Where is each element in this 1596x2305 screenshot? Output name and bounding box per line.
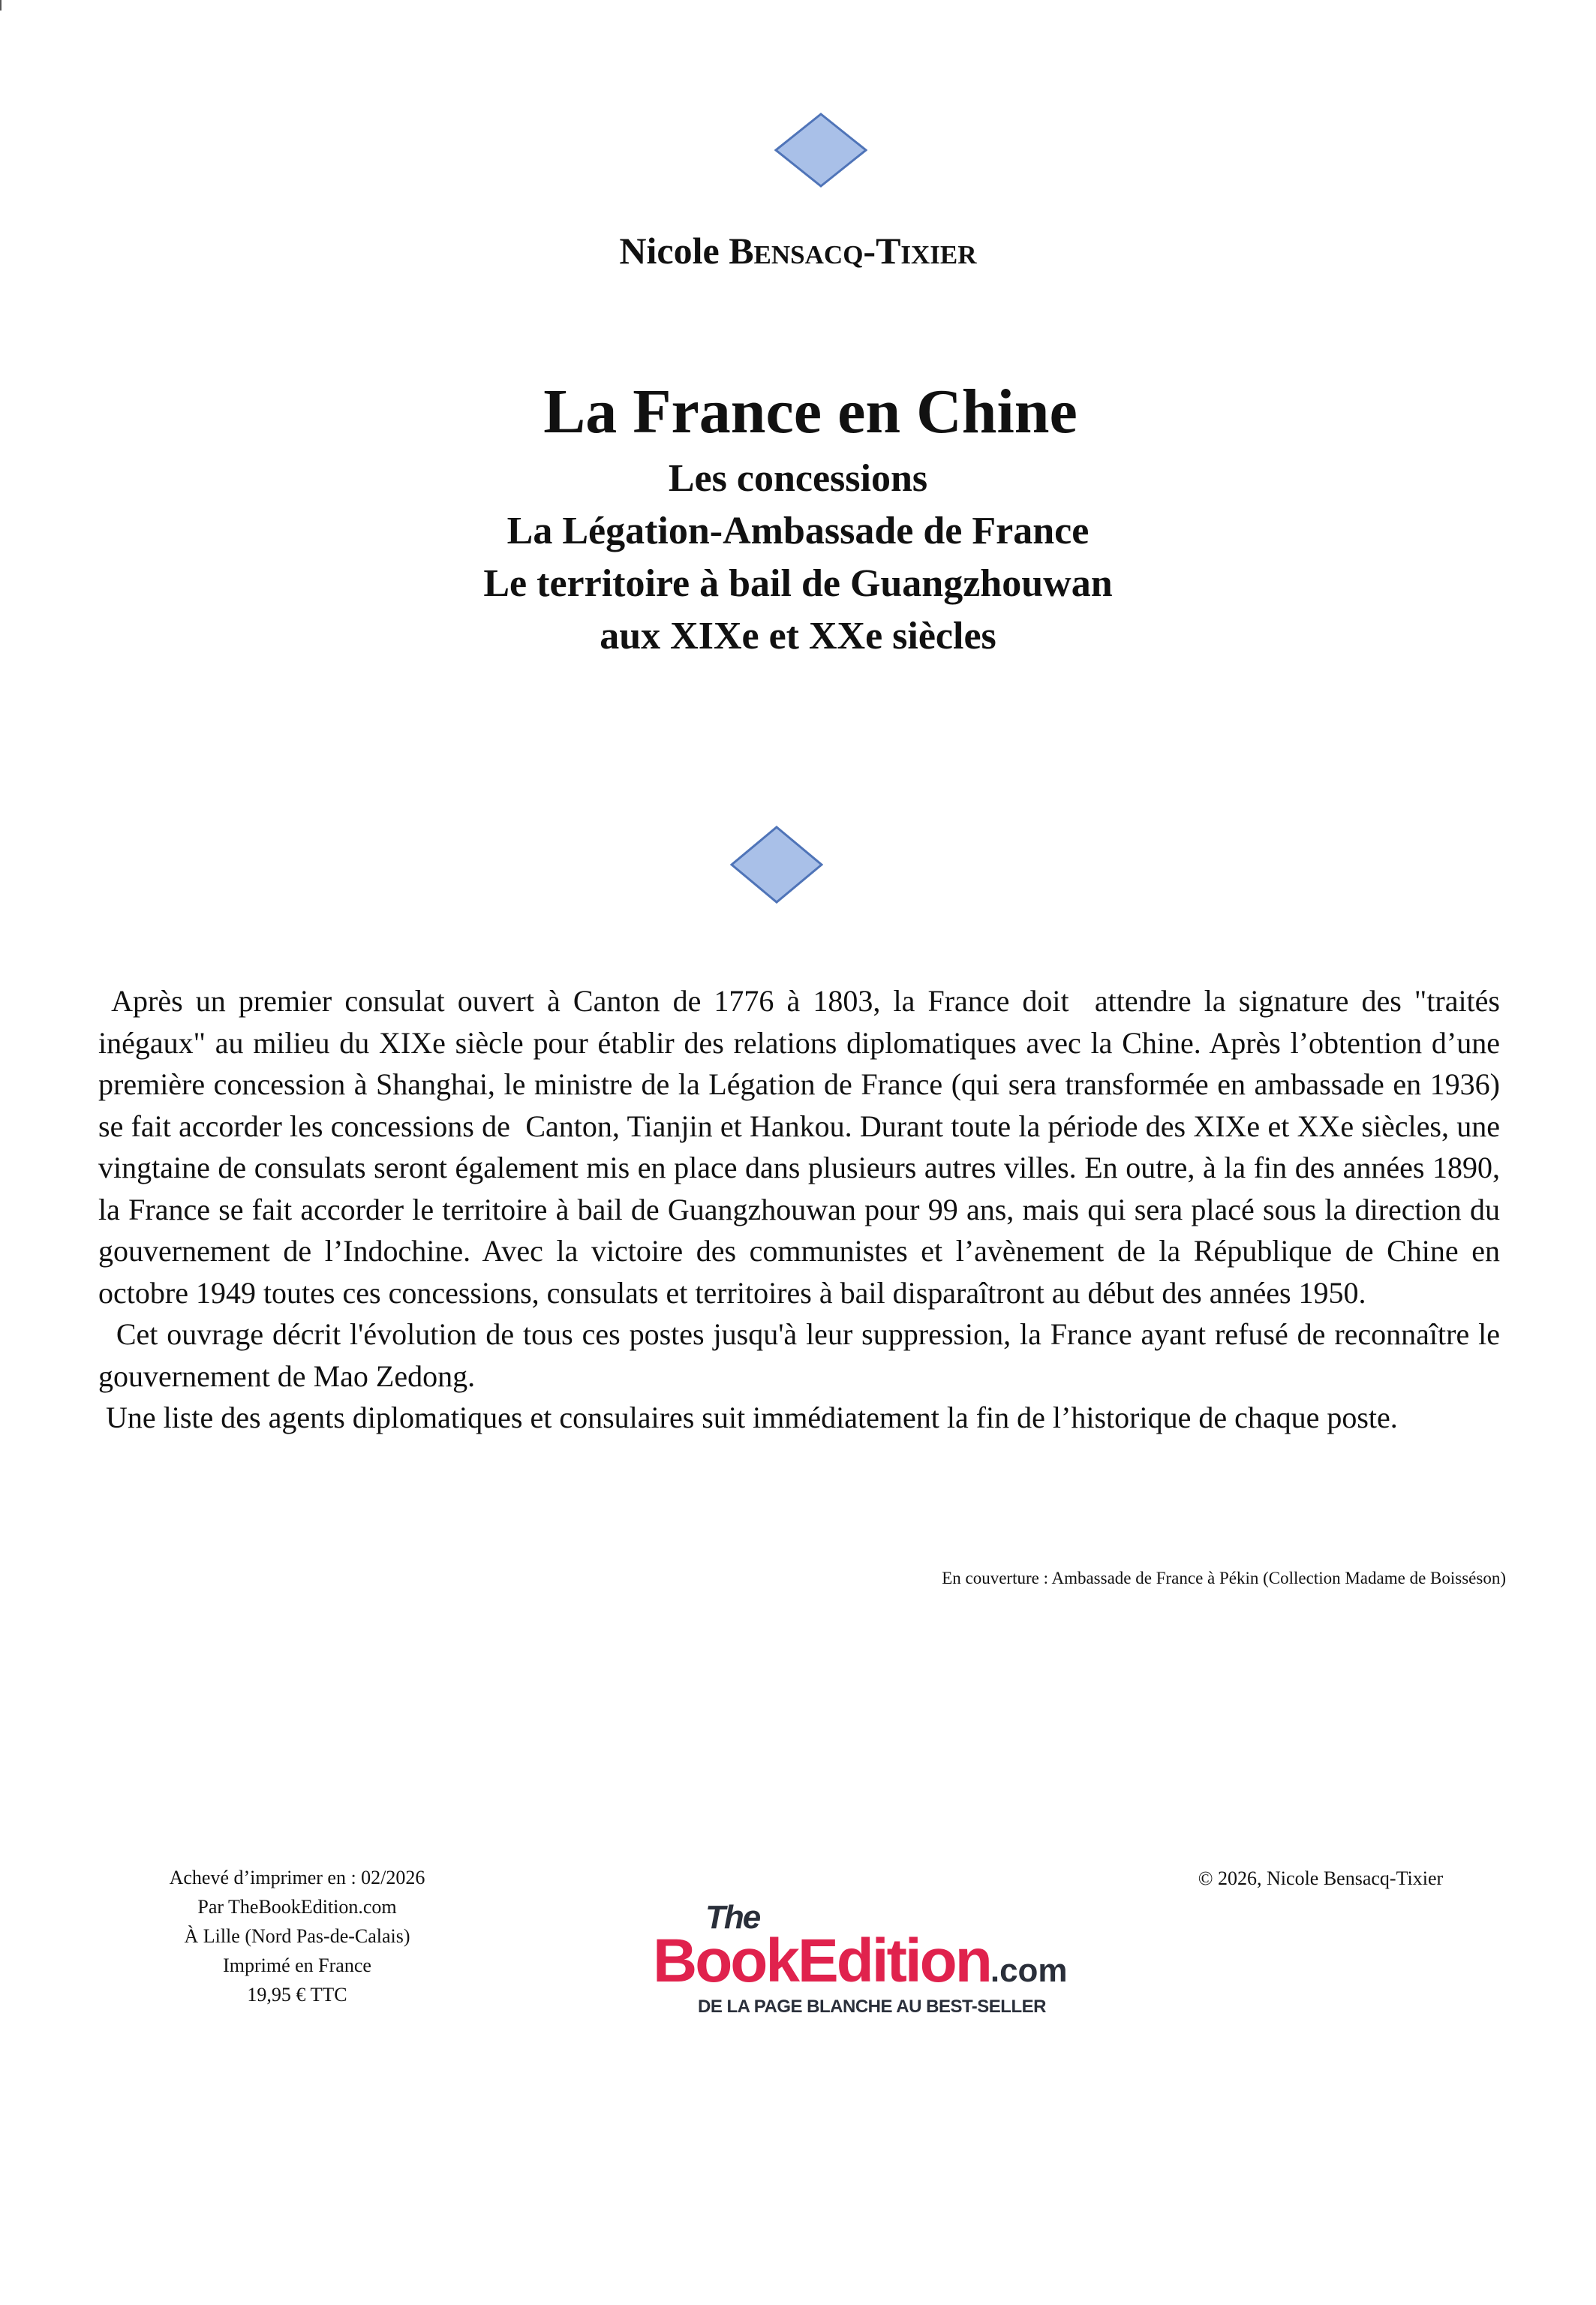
logo-wordmark	[653, 1926, 1068, 1997]
logo-brand: BookEdition	[653, 1927, 990, 1995]
diamond-ornament-middle	[730, 826, 823, 904]
logo-tld: .com	[990, 1952, 1068, 1989]
colophon-line: Par TheBookEdition.com	[197, 1896, 397, 1918]
subtitle: La Légation-Ambassade de France	[506, 510, 1090, 552]
paragraph: Cet ouvrage décrit l'évolution de tous ces postes jusqu'à leur suppression, la France ayant refusé de reconnaître le gouvernement de Mao Zedong.	[98, 1317, 1508, 1393]
page-corner-mark	[0, 0, 2, 11]
paragraph: Après un premier consulat ouvert à Canton de 1776 à 1803, la France doit attendre la signature des "traités inégaux" au milieu du XIXe siècle pour établir des relations diplomatiques avec la Chine. Après l’obtention d’une première concession à Shanghai, le ministre de la Légation de France (qui sera transformée en ambassade en 1936) se fait accorder les concessions de Canton, Tianjin et Hankou. Durant toute la période des XIXe et XXe siècles, une vingtaine de consulats seront également mis en place dans plusieurs autres villes. En outre, à la fin des années 1890, la France se fait accorder le territoire à bail de Guangzhouwan pour 99 ans, mais qui sera placé sous la direction du gouvernement de l’Indochine. Avec la victoire des communistes et l’avènement de la République de Chine en octobre 1949 toutes ces concessions, consulats et territoires à bail disparaîtront au début des années 1950.	[98, 984, 1507, 1310]
cover-caption: En couverture : Ambassade de France à Pékin (Collection Madame de Boisséson)	[942, 1569, 1506, 1587]
publisher-logo	[653, 1899, 1103, 2017]
subtitles	[0, 453, 1596, 663]
logo-tagline: DE LA PAGE BLANCHE AU BEST-SELLER	[698, 1997, 1046, 2017]
colophon-line: Achevé d’imprimer en : 02/2026	[169, 1867, 425, 1888]
paragraph: Une liste des agents diplomatiques et consulaires suit immédiatement la fin de l’historique de chaque poste.	[98, 1401, 1398, 1434]
book-title: La France en Chine	[543, 377, 1078, 447]
colophon-line: Imprimé en France	[223, 1954, 371, 1976]
copyright: © 2026, Nicole Bensacq-Tixier	[1198, 1867, 1444, 1889]
author-last-name: Bensacq-Tixier	[729, 230, 977, 272]
subtitle: Les concessions	[668, 457, 928, 500]
colophon	[140, 1863, 455, 2009]
subtitle: Le territoire à bail de Guangzhouwan	[483, 562, 1113, 605]
summary-text	[98, 980, 1508, 1439]
subtitle: aux XIXe et XXe siècles	[600, 615, 996, 657]
colophon-line: 19,95 € TTC	[247, 1984, 347, 2006]
colophon-line: À Lille (Nord Pas-de-Calais)	[184, 1925, 410, 1947]
author-name	[0, 229, 1596, 272]
logo-the: The	[705, 1899, 760, 1936]
author-first-name: Nicole	[619, 230, 720, 272]
diamond-ornament-top	[774, 113, 867, 188]
